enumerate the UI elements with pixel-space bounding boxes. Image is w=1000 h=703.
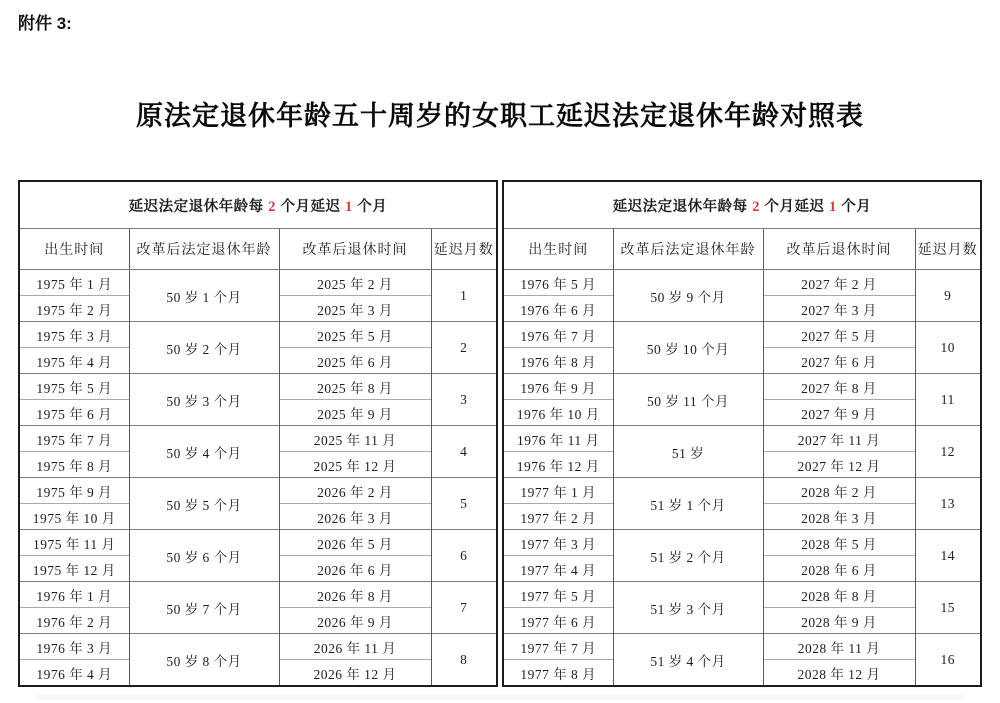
retire-cell: 2028 年 2 月 <box>763 478 915 504</box>
table-row <box>503 478 981 504</box>
birth-cell: 1976 年 3 月 <box>19 634 129 660</box>
delay-cell: 5 <box>431 478 497 530</box>
retire-cell: 2026 年 3 月 <box>279 504 431 530</box>
col-header-delay: 延迟月数 <box>915 229 981 270</box>
birth-cell: 1975 年 3 月 <box>19 322 129 348</box>
birth-cell: 1976 年 5 月 <box>503 270 613 296</box>
birth-cell: 1976 年 8 月 <box>503 348 613 374</box>
retire-cell: 2027 年 3 月 <box>763 296 915 322</box>
birth-cell: 1975 年 11 月 <box>19 530 129 556</box>
delay-cell: 3 <box>431 374 497 426</box>
birth-cell: 1977 年 1 月 <box>503 478 613 504</box>
age-cell: 50 岁 2 个月 <box>129 322 279 374</box>
birth-cell: 1977 年 8 月 <box>503 660 613 687</box>
age-cell: 51 岁 4 个月 <box>613 634 763 687</box>
retire-cell: 2026 年 9 月 <box>279 608 431 634</box>
age-cell: 50 岁 11 个月 <box>613 374 763 426</box>
retire-cell: 2028 年 5 月 <box>763 530 915 556</box>
retire-cell: 2027 年 9 月 <box>763 400 915 426</box>
retire-cell: 2026 年 5 月 <box>279 530 431 556</box>
delay-cell: 11 <box>915 374 981 426</box>
table-row <box>19 634 497 660</box>
section-header-text: 个月延迟 <box>275 198 346 215</box>
age-cell: 50 岁 9 个月 <box>613 270 763 322</box>
birth-cell: 1976 年 4 月 <box>19 660 129 687</box>
birth-cell: 1975 年 2 月 <box>19 296 129 322</box>
birth-cell: 1976 年 10 月 <box>503 400 613 426</box>
birth-cell: 1977 年 5 月 <box>503 582 613 608</box>
retire-cell: 2025 年 3 月 <box>279 296 431 322</box>
retire-cell: 2027 年 6 月 <box>763 348 915 374</box>
attachment-label: 附件 3: <box>18 14 72 33</box>
col-header-age: 改革后法定退休年龄 <box>129 229 279 270</box>
retire-cell: 2025 年 5 月 <box>279 322 431 348</box>
table-row <box>503 426 981 452</box>
retire-cell: 2028 年 12 月 <box>763 660 915 687</box>
table-row <box>19 181 497 229</box>
birth-cell: 1975 年 9 月 <box>19 478 129 504</box>
age-cell: 50 岁 3 个月 <box>129 374 279 426</box>
table-row <box>19 322 497 348</box>
age-cell: 51 岁 1 个月 <box>613 478 763 530</box>
delay-cell: 16 <box>915 634 981 687</box>
delay-cell: 4 <box>431 426 497 478</box>
highlight-number: 1 <box>345 198 353 215</box>
section-header-text: 个月 <box>352 198 388 215</box>
table-row <box>19 229 497 270</box>
table-row <box>19 270 497 296</box>
retirement-table-left <box>18 180 498 687</box>
birth-cell: 1975 年 6 月 <box>19 400 129 426</box>
retire-cell: 2027 年 11 月 <box>763 426 915 452</box>
tables-container <box>0 180 1000 687</box>
birth-cell: 1977 年 3 月 <box>503 530 613 556</box>
birth-cell: 1976 年 1 月 <box>19 582 129 608</box>
retire-cell: 2027 年 5 月 <box>763 322 915 348</box>
highlight-number: 1 <box>829 198 837 215</box>
delay-cell: 9 <box>915 270 981 322</box>
birth-cell: 1976 年 9 月 <box>503 374 613 400</box>
retire-cell: 2028 年 8 月 <box>763 582 915 608</box>
retire-cell: 2026 年 8 月 <box>279 582 431 608</box>
table-section-header <box>503 181 981 229</box>
age-cell: 50 岁 4 个月 <box>129 426 279 478</box>
retire-cell: 2028 年 9 月 <box>763 608 915 634</box>
birth-cell: 1976 年 2 月 <box>19 608 129 634</box>
section-header-text: 延迟法定退休年龄每 <box>128 198 269 215</box>
birth-cell: 1975 年 8 月 <box>19 452 129 478</box>
table-row <box>503 582 981 608</box>
col-header-retire: 改革后退休时间 <box>763 229 915 270</box>
table-section-header <box>19 181 497 229</box>
birth-cell: 1975 年 5 月 <box>19 374 129 400</box>
age-cell: 51 岁 <box>613 426 763 478</box>
col-header-retire: 改革后退休时间 <box>279 229 431 270</box>
table-row <box>19 478 497 504</box>
retire-cell: 2025 年 8 月 <box>279 374 431 400</box>
retire-cell: 2027 年 12 月 <box>763 452 915 478</box>
age-cell: 51 岁 3 个月 <box>613 582 763 634</box>
delay-cell: 8 <box>431 634 497 687</box>
retire-cell: 2025 年 2 月 <box>279 270 431 296</box>
retire-cell: 2025 年 11 月 <box>279 426 431 452</box>
delay-cell: 15 <box>915 582 981 634</box>
age-cell: 50 岁 8 个月 <box>129 634 279 687</box>
retire-cell: 2027 年 2 月 <box>763 270 915 296</box>
retire-cell: 2027 年 8 月 <box>763 374 915 400</box>
age-cell: 50 岁 5 个月 <box>129 478 279 530</box>
birth-cell: 1976 年 12 月 <box>503 452 613 478</box>
delay-cell: 10 <box>915 322 981 374</box>
delay-cell: 1 <box>431 270 497 322</box>
age-cell: 50 岁 1 个月 <box>129 270 279 322</box>
age-cell: 51 岁 2 个月 <box>613 530 763 582</box>
delay-cell: 2 <box>431 322 497 374</box>
age-cell: 50 岁 7 个月 <box>129 582 279 634</box>
birth-cell: 1975 年 12 月 <box>19 556 129 582</box>
section-header-text: 个月 <box>836 198 872 215</box>
table-row <box>503 270 981 296</box>
retire-cell: 2026 年 12 月 <box>279 660 431 687</box>
birth-cell: 1977 年 4 月 <box>503 556 613 582</box>
retire-cell: 2026 年 2 月 <box>279 478 431 504</box>
table-row <box>19 426 497 452</box>
birth-cell: 1976 年 11 月 <box>503 426 613 452</box>
retire-cell: 2028 年 3 月 <box>763 504 915 530</box>
col-header-delay: 延迟月数 <box>431 229 497 270</box>
table-row <box>19 530 497 556</box>
retire-cell: 2026 年 6 月 <box>279 556 431 582</box>
age-cell: 50 岁 6 个月 <box>129 530 279 582</box>
highlight-number: 2 <box>268 198 276 215</box>
birth-cell: 1975 年 1 月 <box>19 270 129 296</box>
delay-cell: 12 <box>915 426 981 478</box>
retire-cell: 2025 年 6 月 <box>279 348 431 374</box>
birth-cell: 1976 年 6 月 <box>503 296 613 322</box>
birth-cell: 1975 年 10 月 <box>19 504 129 530</box>
delay-cell: 13 <box>915 478 981 530</box>
col-header-birth: 出生时间 <box>19 229 129 270</box>
section-header-text: 个月延迟 <box>759 198 830 215</box>
section-header-text: 延迟法定退休年龄每 <box>612 198 753 215</box>
highlight-number: 2 <box>752 198 760 215</box>
delay-cell: 7 <box>431 582 497 634</box>
retire-cell: 2025 年 9 月 <box>279 400 431 426</box>
birth-cell: 1975 年 4 月 <box>19 348 129 374</box>
table-row <box>19 582 497 608</box>
table-row <box>19 374 497 400</box>
birth-cell: 1977 年 6 月 <box>503 608 613 634</box>
birth-cell: 1975 年 7 月 <box>19 426 129 452</box>
delay-cell: 14 <box>915 530 981 582</box>
col-header-birth: 出生时间 <box>503 229 613 270</box>
retirement-table-right <box>502 180 982 687</box>
birth-cell: 1977 年 7 月 <box>503 634 613 660</box>
birth-cell: 1976 年 7 月 <box>503 322 613 348</box>
table-row <box>503 374 981 400</box>
retire-cell: 2025 年 12 月 <box>279 452 431 478</box>
table-row <box>503 181 981 229</box>
table-row <box>503 322 981 348</box>
retire-cell: 2028 年 6 月 <box>763 556 915 582</box>
age-cell: 50 岁 10 个月 <box>613 322 763 374</box>
table-row <box>503 229 981 270</box>
page-bottom-artifact <box>36 695 964 700</box>
retire-cell: 2028 年 11 月 <box>763 634 915 660</box>
retire-cell: 2026 年 11 月 <box>279 634 431 660</box>
page-title: 原法定退休年龄五十周岁的女职工延迟法定退休年龄对照表 <box>136 101 864 131</box>
table-row <box>503 530 981 556</box>
col-header-age: 改革后法定退休年龄 <box>613 229 763 270</box>
delay-cell: 6 <box>431 530 497 582</box>
table-row <box>503 634 981 660</box>
birth-cell: 1977 年 2 月 <box>503 504 613 530</box>
